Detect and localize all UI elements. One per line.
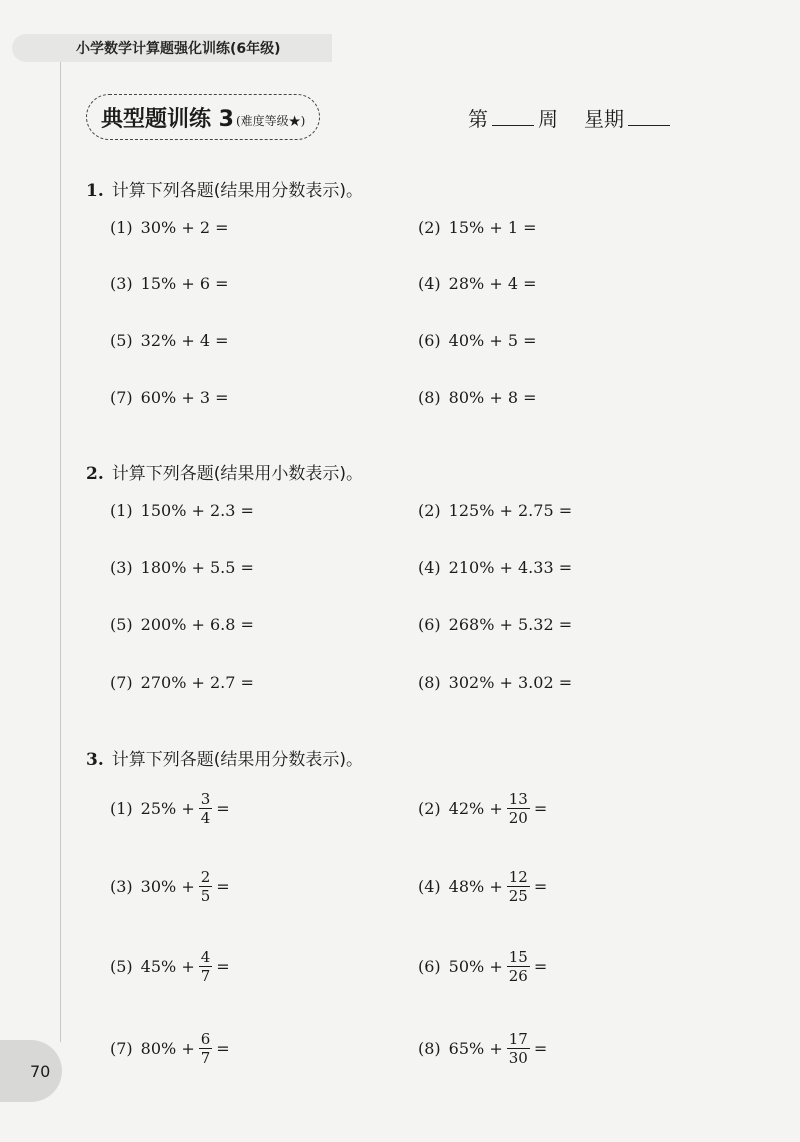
problem-label: (6)	[418, 331, 441, 350]
problem-expression: 80% + 8 =	[448, 388, 537, 407]
page-number: 70	[30, 1062, 51, 1081]
fraction	[507, 948, 530, 985]
section-number: 2.	[86, 464, 104, 484]
fraction-numerator: 12	[508, 868, 528, 886]
problem-item	[110, 274, 228, 293]
problem-item	[110, 673, 254, 692]
equals-sign: =	[216, 957, 230, 976]
fraction-denominator: 26	[508, 967, 528, 985]
problem-item	[418, 218, 536, 237]
problem-expression: 80% +	[140, 1039, 195, 1058]
exercise-title: 典型题训练 3	[101, 106, 234, 132]
section-3-heading	[86, 745, 363, 770]
problem-label: (1)	[110, 501, 133, 520]
problem-label: (8)	[418, 673, 441, 692]
week-label-post: 周	[538, 107, 558, 131]
margin-line	[60, 62, 61, 1042]
problem-item	[418, 331, 536, 350]
fraction	[199, 868, 213, 905]
problem-item	[110, 1030, 230, 1067]
exercise-title-box	[86, 94, 320, 140]
equals-sign: =	[533, 877, 548, 896]
section-number: 3.	[86, 750, 104, 770]
fraction-denominator: 7	[200, 967, 211, 985]
fraction-denominator: 5	[200, 887, 211, 905]
fraction-numerator: 2	[200, 868, 211, 886]
problem-label: (6)	[418, 615, 441, 634]
problem-label: (6)	[418, 957, 441, 976]
problem-label: (8)	[418, 1039, 441, 1058]
section-instruction: 计算下列各题(结果用分数表示)。	[111, 181, 364, 201]
problem-item	[110, 558, 254, 577]
problem-item	[110, 388, 228, 407]
problem-expression: 180% + 5.5 =	[140, 558, 254, 577]
problem-expression: 30% + 2 =	[140, 218, 229, 237]
problem-label: (1)	[110, 799, 133, 818]
problem-expression: 65% +	[448, 1039, 503, 1058]
problem-item	[418, 790, 547, 827]
week-day-fields	[468, 103, 674, 132]
problem-label: (4)	[418, 877, 441, 896]
problem-item	[110, 331, 228, 350]
fraction-numerator: 17	[508, 1030, 528, 1048]
week-label-pre: 第	[468, 107, 488, 131]
problem-expression: 42% +	[448, 799, 503, 818]
fraction	[199, 948, 213, 985]
problem-expression: 150% + 2.3 =	[140, 501, 254, 520]
fraction-numerator: 6	[200, 1030, 211, 1048]
problem-label: (5)	[110, 615, 133, 634]
fraction-numerator: 4	[200, 948, 211, 966]
problem-expression: 270% + 2.7 =	[140, 673, 254, 692]
day-blank[interactable]	[628, 105, 670, 126]
problem-item	[418, 948, 547, 985]
section-2-heading	[86, 459, 363, 484]
problem-expression: 45% +	[140, 957, 195, 976]
fraction-numerator: 3	[200, 790, 211, 808]
fraction	[507, 868, 530, 905]
problem-expression: 48% +	[448, 877, 503, 896]
problem-item	[110, 218, 228, 237]
problem-item	[418, 558, 572, 577]
problem-label: (7)	[110, 1039, 133, 1058]
book-title: 小学数学计算题强化训练(6年级)	[76, 41, 281, 57]
problem-item	[418, 1030, 547, 1067]
fraction-denominator: 20	[508, 809, 528, 827]
day-label: 星期	[584, 107, 624, 131]
problem-item	[418, 388, 536, 407]
week-blank[interactable]	[492, 105, 534, 126]
problem-label: (2)	[418, 501, 441, 520]
fraction-numerator: 13	[508, 790, 528, 808]
section-1-heading	[86, 176, 363, 201]
problem-label: (2)	[418, 218, 441, 237]
problem-expression: 60% + 3 =	[140, 388, 229, 407]
equals-sign: =	[216, 1039, 230, 1058]
fraction-numerator: 15	[508, 948, 528, 966]
problem-label: (1)	[110, 218, 133, 237]
equals-sign: =	[533, 957, 548, 976]
problem-label: (3)	[110, 877, 133, 896]
problem-expression: 32% + 4 =	[140, 331, 229, 350]
fraction	[199, 790, 213, 827]
problem-label: (5)	[110, 957, 133, 976]
problem-label: (3)	[110, 558, 133, 577]
problem-expression: 200% + 6.8 =	[140, 615, 254, 634]
section-instruction: 计算下列各题(结果用分数表示)。	[111, 750, 364, 770]
difficulty-label: (难度等级★)	[235, 113, 306, 128]
problem-label: (3)	[110, 274, 133, 293]
problem-item	[418, 274, 536, 293]
fraction-denominator: 25	[508, 887, 528, 905]
problem-expression: 30% +	[140, 877, 195, 896]
problem-expression: 125% + 2.75 =	[448, 501, 573, 520]
problem-label: (5)	[110, 331, 133, 350]
fraction	[507, 790, 530, 827]
problem-expression: 268% + 5.32 =	[448, 615, 573, 634]
section-number: 1.	[86, 181, 104, 201]
problem-label: (2)	[418, 799, 441, 818]
fraction-denominator: 7	[200, 1049, 211, 1067]
fraction-denominator: 30	[508, 1049, 528, 1067]
fraction-denominator: 4	[200, 809, 211, 827]
fraction	[199, 1030, 213, 1067]
equals-sign: =	[216, 799, 230, 818]
problem-label: (7)	[110, 388, 133, 407]
problem-item	[110, 790, 230, 827]
problem-label: (4)	[418, 558, 441, 577]
problem-expression: 28% + 4 =	[448, 274, 537, 293]
problem-item	[418, 615, 572, 634]
problem-label: (7)	[110, 673, 133, 692]
problem-expression: 40% + 5 =	[448, 331, 537, 350]
problem-label: (4)	[418, 274, 441, 293]
problem-expression: 25% +	[140, 799, 195, 818]
equals-sign: =	[533, 1039, 548, 1058]
problem-item	[418, 501, 572, 520]
equals-sign: =	[533, 799, 548, 818]
equals-sign: =	[216, 877, 230, 896]
problem-item	[110, 948, 230, 985]
problem-item	[110, 868, 230, 905]
fraction	[507, 1030, 530, 1067]
problem-item	[110, 615, 254, 634]
problem-expression: 210% + 4.33 =	[448, 558, 573, 577]
problem-expression: 15% + 1 =	[448, 218, 537, 237]
problem-expression: 50% +	[448, 957, 503, 976]
problem-item	[110, 501, 254, 520]
problem-expression: 302% + 3.02 =	[448, 673, 573, 692]
section-instruction: 计算下列各题(结果用小数表示)。	[111, 464, 364, 484]
problem-item	[418, 868, 547, 905]
problem-expression: 15% + 6 =	[140, 274, 229, 293]
problem-label: (8)	[418, 388, 441, 407]
problem-item	[418, 673, 572, 692]
